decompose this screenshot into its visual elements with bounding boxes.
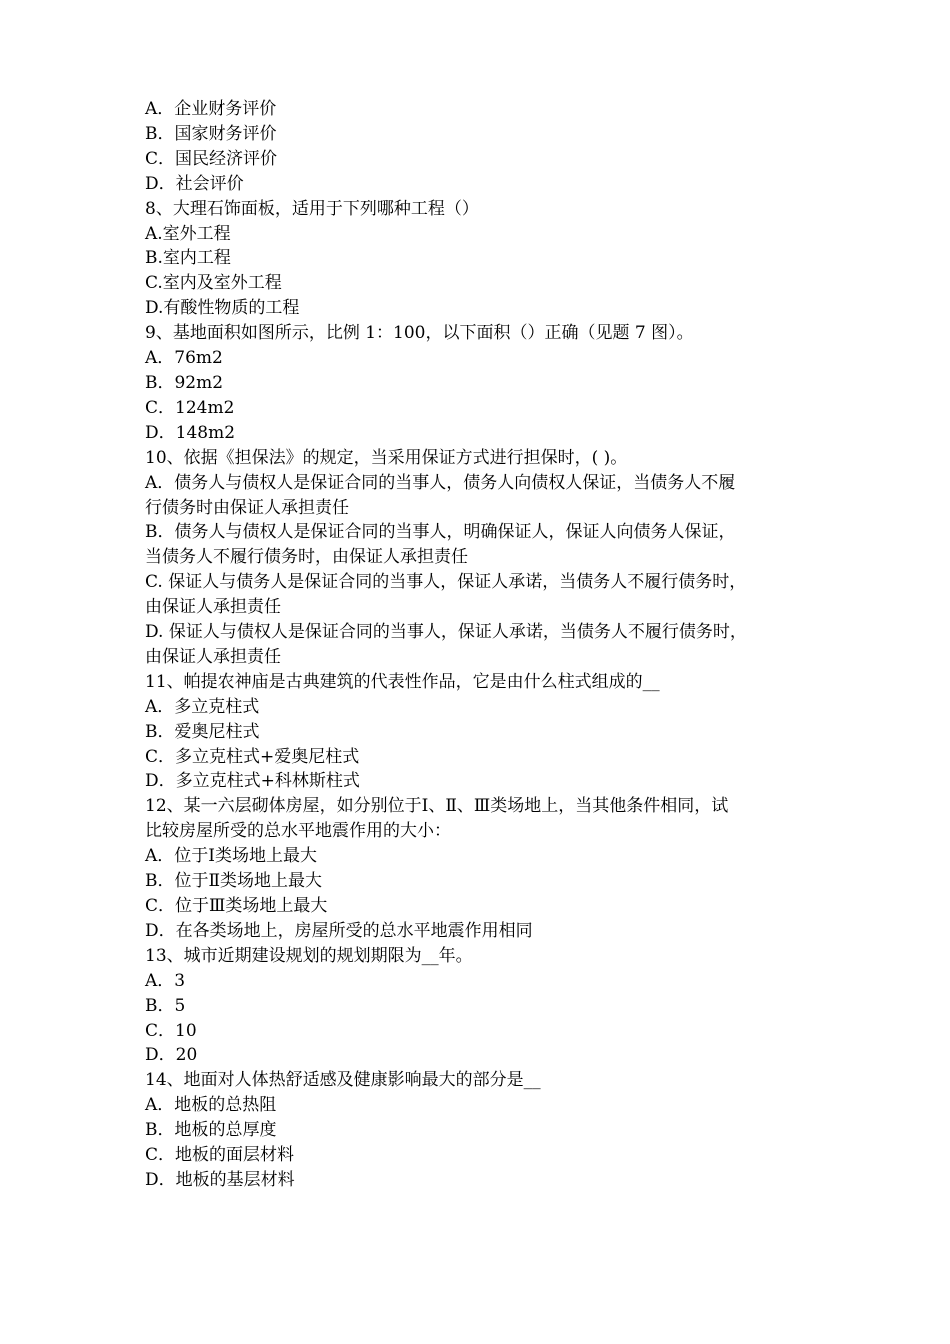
option-line: D．20 — [145, 1045, 198, 1066]
document-body — [145, 97, 825, 1193]
option-line: A．地板的总热阻 — [145, 1095, 277, 1116]
question-line-continued: 比较房屋所受的总水平地震作用的大小： — [145, 821, 451, 842]
question-line: 14、地面对人体热舒适感及健康影响最大的部分是__ — [145, 1070, 541, 1091]
option-line: B．爱奥尼柱式 — [145, 721, 260, 742]
option-line: C. 保证人与债务人是保证合同的当事人，保证人承诺，当债务人不履行债务时， — [145, 572, 747, 593]
question-line: 8、大理石饰面板，适用于下列哪种工程（） — [145, 198, 479, 219]
option-line: A．76m2 — [145, 348, 223, 369]
option-line: C．124m2 — [145, 397, 235, 418]
question-line: 10、依据《担保法》的规定，当采用保证方式进行担保时，( )。 — [145, 447, 628, 468]
option-line: B．地板的总厚度 — [145, 1120, 277, 1141]
option-line: B．5 — [145, 995, 186, 1016]
option-line-continued: 行债务时由保证人承担责任 — [145, 497, 349, 518]
option-line: A．3 — [145, 970, 186, 991]
option-line-continued: 由保证人承担责任 — [145, 597, 281, 618]
option-line: D．地板的基层材料 — [145, 1169, 295, 1190]
option-line: D．多立克柱式+科林斯柱式 — [145, 771, 360, 792]
option-line-continued: 由保证人承担责任 — [145, 646, 281, 667]
question-line: 12、某一六层砌体房屋，如分别位于Ⅰ、Ⅱ、Ⅲ类场地上，当其他条件相同，试 — [145, 796, 729, 817]
option-line: D．在各类场地上，房屋所受的总水平地震作用相同 — [145, 920, 533, 941]
option-line: B．位于Ⅱ类场地上最大 — [145, 871, 323, 892]
option-line-continued: 当债务人不履行债务时，由保证人承担责任 — [145, 547, 468, 568]
option-line: A．企业财务评价 — [145, 99, 277, 119]
option-line: B．国家财务评价 — [145, 123, 277, 144]
option-line: A．债务人与债权人是保证合同的当事人，债务人向债权人保证，当债务人不履 — [145, 472, 736, 493]
option-line: D．社会评价 — [145, 173, 244, 194]
option-line: C．多立克柱式+爱奥尼柱式 — [145, 746, 360, 767]
option-line: D.有酸性物质的工程 — [145, 298, 300, 319]
question-line: 9、基地面积如图所示，比例 1：100，以下面积（）正确（见题 7 图）。 — [145, 323, 694, 344]
option-line: C．国民经济评价 — [145, 148, 278, 169]
option-line: B．92m2 — [145, 372, 224, 393]
option-line: C．10 — [145, 1020, 197, 1041]
option-line: D．148m2 — [145, 422, 236, 443]
option-line: C．位于Ⅲ类场地上最大 — [145, 896, 328, 916]
option-line: B．债务人与债权人是保证合同的当事人，明确保证人，保证人向债务人保证， — [145, 522, 736, 543]
option-line: C．地板的面层材料 — [145, 1145, 295, 1166]
question-line: 11、帕提农神庙是古典建筑的代表性作品，它是由什么柱式组成的__ — [145, 671, 660, 692]
option-line: A.室外工程 — [145, 223, 231, 244]
option-line: B.室内工程 — [145, 248, 231, 269]
option-line: A．位于Ⅰ类场地上最大 — [145, 846, 317, 867]
option-line: D. 保证人与债权人是保证合同的当事人，保证人承诺，当债务人不履行债务时， — [145, 622, 747, 643]
option-line: A．多立克柱式 — [145, 696, 260, 717]
question-line: 13、城市近期建设规划的规划期限为__年。 — [145, 945, 473, 966]
option-line: C.室内及室外工程 — [145, 273, 282, 294]
